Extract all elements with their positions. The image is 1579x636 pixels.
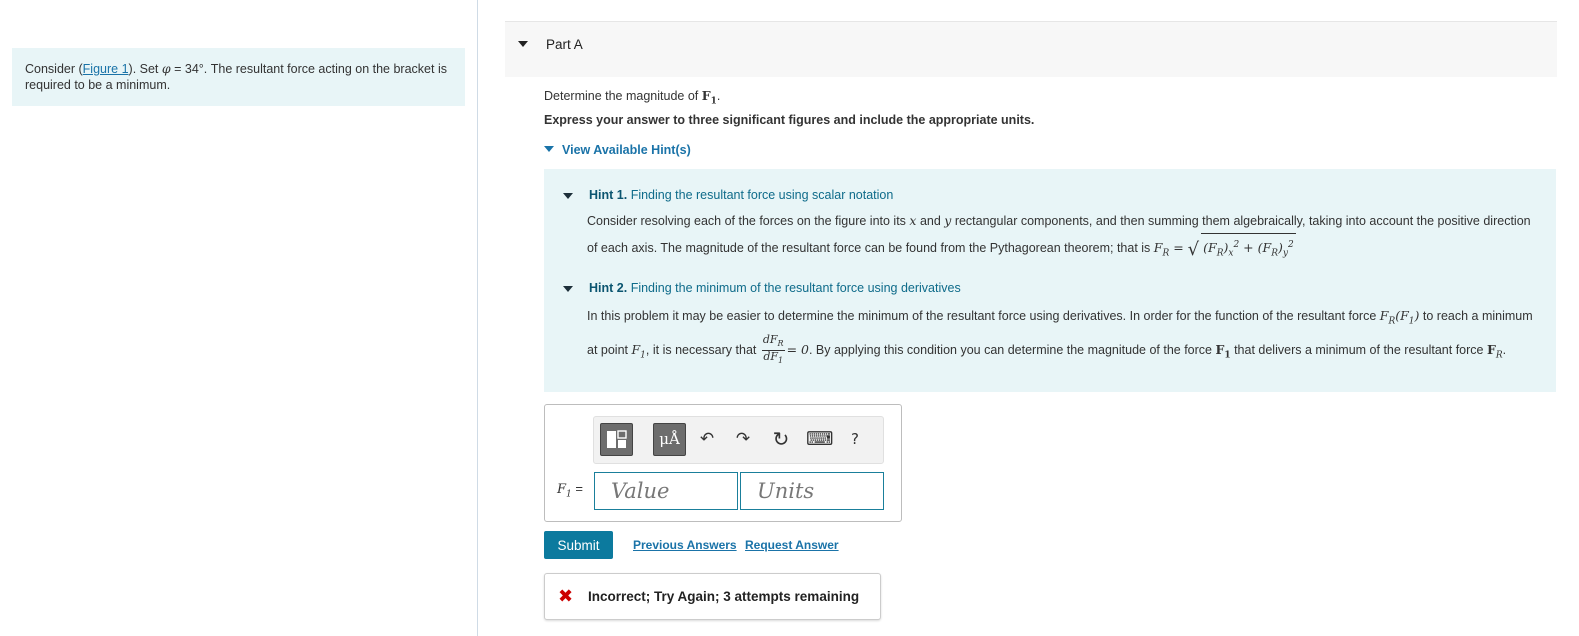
left-pane <box>0 0 478 636</box>
intro-middle: ). Set <box>128 62 162 76</box>
value-input[interactable] <box>594 472 738 510</box>
feedback-text: Incorrect; Try Again; 3 attempts remaining <box>588 589 860 604</box>
units-input[interactable] <box>740 472 884 510</box>
units-button[interactable]: μÅ <box>653 423 686 456</box>
previous-answers-link[interactable]: Previous Answers <box>633 538 737 552</box>
view-hints-toggle[interactable] <box>544 143 691 157</box>
hint-2-body: In this problem it may be easier to determine the minimum of the resultant force using derivatives. In order for the function of the resultant force $F_R(F_1)$ to reach a minimum at point $F_1$, it is necessary that $\frac{dF_R}{dF_1}$ = 0. By applying this condition you can determine the magnitude of the force $F_1$ that delivers a minimum of the resultant force $F_R$. <box>587 308 1533 365</box>
caret-down-icon <box>544 146 554 152</box>
phi-symbol: φ <box>161 61 171 76</box>
hint-1-title: Finding the resultant force using scalar notation <box>630 188 894 202</box>
templates-icon <box>600 423 633 456</box>
question-text <box>544 88 720 107</box>
templates-button[interactable] <box>600 423 633 456</box>
problem-intro <box>12 48 465 106</box>
answer-box <box>544 404 902 522</box>
part-a-header[interactable] <box>505 21 1557 77</box>
caret-down-icon <box>563 193 573 199</box>
hint-1-body: Consider resolving each of the forces on the figure into its x and y rectangular components, and then summing them algebraically, taking into account the positive direction of each axis. The magnitude of the resultant force can be found from the Pythagorean theorem; that is $F_R$ = √ $(F_R)_x^2 + (F_R)_y^2$ <box>587 209 1537 266</box>
question-instruction: Express your answer to three significant figures and include the appropriate units. <box>544 113 1035 127</box>
intro-phi-value: = 34°. The resultant force acting on the bracket is required to be a minimum. <box>25 62 447 92</box>
hint-2-header[interactable] <box>564 281 961 295</box>
hint-2-number: Hint 2. <box>589 281 628 295</box>
keyboard-icon[interactable]: ⌨ <box>806 428 834 450</box>
part-title: Part A <box>546 37 583 52</box>
reset-icon[interactable]: ↻ <box>772 427 790 451</box>
hint-1-number: Hint 1. <box>589 188 628 202</box>
undo-icon[interactable]: ↶ <box>699 429 715 449</box>
redo-icon[interactable]: ↷ <box>735 429 751 449</box>
figure-link[interactable]: Figure 1 <box>82 62 129 76</box>
hints-toggle-label: View Available Hint(s) <box>562 143 691 157</box>
help-icon[interactable]: ? <box>851 430 859 448</box>
incorrect-icon: ✖ <box>558 586 574 607</box>
caret-down-icon <box>563 286 573 292</box>
hint-2-title: Finding the minimum of the resultant force using derivatives <box>630 281 961 295</box>
hint-1-header[interactable] <box>564 188 893 202</box>
question-subscript: 1 <box>710 96 717 107</box>
question-prefix: Determine the magnitude of <box>544 89 702 103</box>
question-symbol: F <box>701 88 711 103</box>
math-toolbar <box>593 416 884 464</box>
feedback-box <box>544 573 881 620</box>
submit-button[interactable]: Submit <box>544 531 613 559</box>
hints-panel <box>544 169 1556 392</box>
question-suffix: . <box>716 89 721 103</box>
request-answer-link[interactable]: Request Answer <box>745 538 839 552</box>
answer-label: $F_1$ = <box>557 481 583 500</box>
intro-prefix: Consider ( <box>25 62 83 76</box>
collapse-caret-icon[interactable] <box>518 41 528 47</box>
